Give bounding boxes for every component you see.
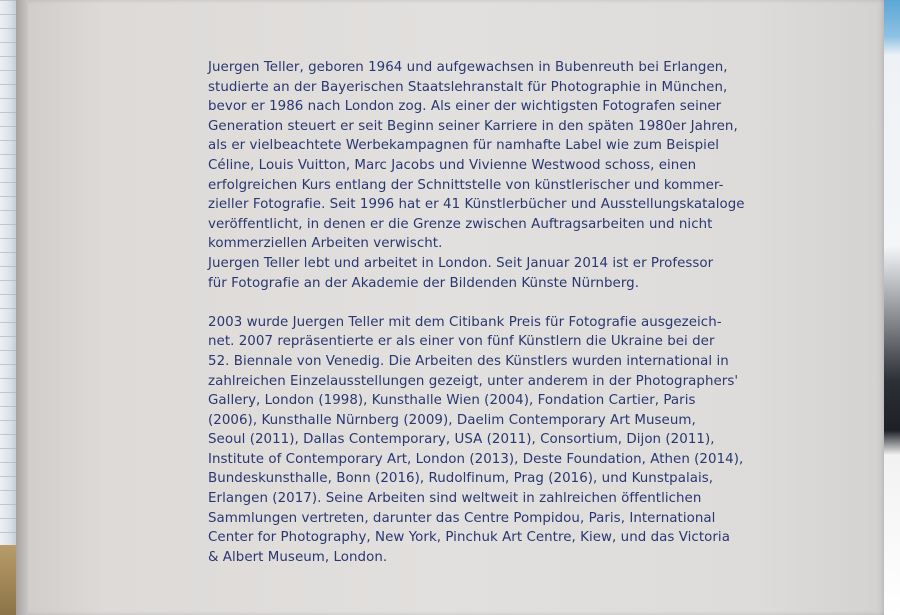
text-line: Erlangen (2017). Seine Arbeiten sind weltweit in zahlreichen öffentlichen (208, 491, 702, 507)
floor-left (0, 545, 16, 615)
text-line: (2006), Kunsthalle Nürnberg (2009), Daelim Contemporary Art Museum, (208, 412, 696, 428)
text-line: Juergen Teller lebt und arbeitet in London. Seit Januar 2014 ist er Professor (208, 255, 714, 271)
text-line: Bundeskunsthalle, Bonn (2016), Rudolfinum, Prag (2016), und Kunstpalais, (208, 471, 714, 487)
text-line: & Albert Museum, London. (208, 549, 388, 565)
gallery-background-right (884, 0, 900, 615)
text-line: als er vielbeachtete Werbekampagnen für namhafte Label wie zum Beispiel (208, 138, 719, 154)
paragraph-exhibitions (208, 313, 744, 568)
text-line: Gallery, London (1998), Kunsthalle Wien (2004), Fondation Cartier, Paris (208, 393, 696, 409)
text-line: zieller Fotografie. Seit 1996 hat er 41 Künstlerbücher und Ausstellungskataloge (208, 197, 745, 213)
text-line: Seoul (2011), Dallas Contemporary, USA (2011), Consortium, Dijon (2011), (208, 432, 715, 448)
text-line: Sammlungen vertreten, darunter das Centre Pompidou, Paris, International (208, 510, 716, 526)
text-line: studierte an der Bayerischen Staatslehranstalt für Photographie in München, (208, 79, 728, 95)
text-line: 2003 wurde Juergen Teller mit dem Citibank Preis für Fotografie ausgezeich- (208, 314, 722, 330)
text-line: bevor er 1986 nach London zog. Als einer der wichtigsten Fotografen seiner (208, 99, 722, 115)
brick-wall-left (0, 0, 16, 615)
text-line: kommerziellen Arbeiten verwischt. (208, 236, 443, 252)
text-line: erfolgreichen Kurs entlang der Schnittstelle von künstlerischer und kommer- (208, 177, 724, 193)
text-line: zahlreichen Einzelausstellungen gezeigt, unter anderem in der Photographers' (208, 373, 739, 389)
panel-edge (16, 0, 28, 615)
text-line: net. 2007 repräsentierte er als einer von fünf Künstlern die Ukraine bei der (208, 334, 715, 350)
text-line: Generation steuert er seit Beginn seiner Karriere in den späten 1980er Jahren, (208, 118, 738, 134)
wall-text (208, 58, 745, 567)
paragraph-biography (208, 58, 745, 293)
text-line: für Fotografie an der Akademie der Bildenden Künste Nürnberg. (208, 275, 640, 291)
text-line: Center for Photography, New York, Pinchuk Art Centre, Kiew, und das Victoria (208, 530, 730, 546)
text-line: veröffentlicht, in denen er die Grenze zwischen Auftragsarbeiten und nicht (208, 216, 713, 232)
text-line: 52. Biennale von Venedig. Die Arbeiten des Künstlers wurden international in (208, 353, 729, 369)
text-line: Institute of Contemporary Art, London (2013), Deste Foundation, Athen (2014), (208, 451, 744, 467)
text-line: Juergen Teller, geboren 1964 und aufgewachsen in Bubenreuth bei Erlangen, (208, 60, 728, 75)
paragraph-gap (208, 293, 728, 313)
text-line: Céline, Louis Vuitton, Marc Jacobs und Vivienne Westwood schoss, einen (208, 157, 697, 173)
